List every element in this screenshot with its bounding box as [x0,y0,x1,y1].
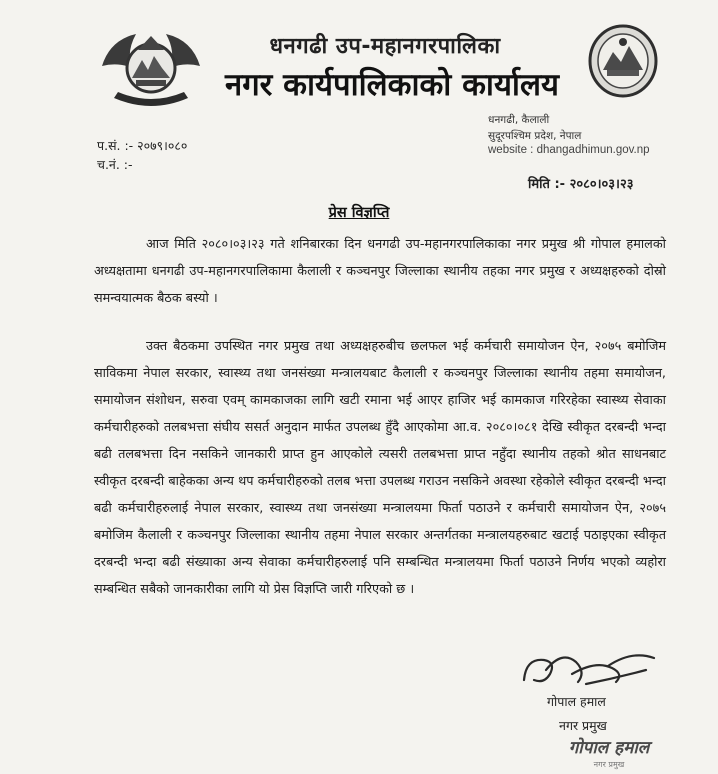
stamp-name: गोपाल हमाल [568,738,650,758]
signatory-name: गोपाल हमाल [547,694,606,709]
heading-text: प्रेस विज्ञप्ति [328,205,390,221]
nepal-emblem-icon [96,22,206,112]
org-title: नगर कार्यपालिकाको कार्यालय [225,67,559,103]
handwritten-signature [516,640,664,698]
signatory-role: नगर प्रमुख [559,718,607,733]
dispatch-number: च.नं. :- [97,157,133,172]
press-release-heading [0,202,718,222]
reference-number: प.सं. :- २०७९।०८० [97,138,188,153]
document-date: मिति :- २०८०।०३।२३ [528,177,634,192]
municipality-logo-icon [587,22,659,100]
paragraph-1: आज मिति २०८०।०३।२३ गते शनिबारका दिन धनगढी उप-महानगरपालिकाका नगर प्रमुख श्री गोपाल हमालको अध्यक्षतामा धनगढी उप-महानगरपालिकामा कैलाली र कञ्चनपुर जिल्लाका स्थानीय तहका नगर प्रमुख र अध्यक्षहरुको दोस्रो समन्वयात्मक बैठक बस्यो । [94,237,666,306]
org-subtitle: धनगढी उप-महानगरपालिका [269,34,501,59]
website-link[interactable]: website : dhangadhimun.gov.np [488,144,650,156]
address-line-2: सुदूरपश्चिम प्रदेश, नेपाल [488,130,582,142]
name-stamp [544,735,674,773]
paragraph-2: उक्त बैठकमा उपस्थित नगर प्रमुख तथा अध्यक्षहरुबीच छलफल भई कर्मचारी समायोजन ऐन, २०७५ बमोजिम साविकमा नेपाल सरकार, स्वास्थ्य तथा जनसंख्या मन्त्रालयबाट कैलाली र कञ्चनपुर जिल्लाका स्थानीय तहमा समायोजन, समायोजन संशोधन, सरुवा एवम् कामकाजका लागि खटी रमाना भई आएर हाजिर भई कामकाज गरिरहेका स्वास्थ्य सेवाका कर्मचारीहरुको तलबभत्ता संघीय ससर्त अनुदान मार्फत उपलब्ध हुँदै आएकोमा आ.व. २०८०।०८१ देखि स्वीकृत दरबन्दी भन्दा बढी तलबभत्ता दिन नसकिने जानकारी प्राप्त हुन आएकोले त्यसरी तलबभत्ता प्राप्त नहुँदा स्थानीय तहको श्रोत साधनबाट स्वीकृत दरबन्दी बाहेकका अन्य थप कर्मचारीहरुको तलब भत्ता उपलब्ध गराउन नसकिने अवस्था रहेकोले स्वीकृत दरबन्दी भन्दा बढी कर्मचारीहरुलाई नेपाल सरकार, स्वास्थ्य तथा जनसंख्या मन्त्रालयमा फिर्ता पठाउने र कर्मचारी समायोजन ऐन, २०७५ बमोजिम कैलाली र कञ्चनपुर जिल्लाका स्थानीय तहमा नेपाल सरकार अन्तर्गतका मन्त्रालयहरुबाट खटाई पठाइएका स्वीकृत दरबन्दी भन्दा बढी संख्याका अन्य सेवाका कर्मचारीहरुलाई पनि सम्बन्धित मन्त्रालयमा फिर्ता पठाउने निर्णय भएको व्यहोरा सम्बन्धित सबैको जानकारीका लागि यो प्रेस विज्ञप्ति जारी गरिएको छ । [94,339,666,597]
stamp-role: नगर प्रमुख [593,760,625,769]
address-line-1: धनगढी, कैलाली [488,114,550,126]
